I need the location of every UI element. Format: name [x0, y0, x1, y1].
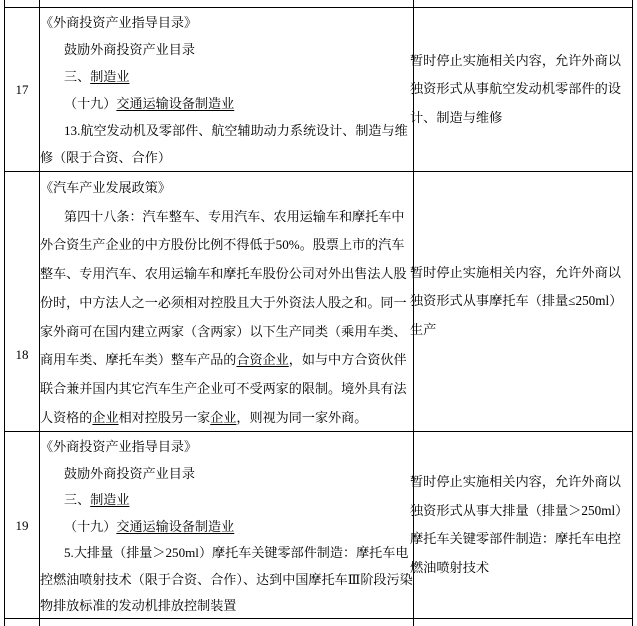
- text-segment: 三、: [64, 492, 91, 507]
- underlined-term: 企业: [210, 409, 237, 425]
- row-number: 18: [15, 347, 29, 362]
- underlined-term: 合资企业: [236, 352, 289, 368]
- remark-cell: [414, 619, 632, 626]
- remark-cell: [410, 8, 632, 171]
- text-segment: 三、: [64, 68, 91, 84]
- remark-cell: [414, 0, 632, 7]
- row-number-cell: [5, 432, 40, 618]
- table-row-19: [5, 432, 632, 619]
- policy-paragraph: [40, 10, 413, 37]
- policy-paragraph: [40, 174, 413, 203]
- text-segment: ，如与中方合资伙伴联合兼并国内其它汽车生产企业可不受两家的限制。境外具有法人资格的: [40, 352, 407, 425]
- remark-text: 暂时停止实施相关内容，允许外商以独资形式从事大排量（排量＞250ml）摩托车关键零部件制造：摩托车电控燃油喷射技术: [410, 474, 629, 575]
- partial-row-bottom: [5, 619, 632, 626]
- row-number: 17: [15, 82, 29, 97]
- text-segment: 13.航空发动机及零部件、航空辅助动力系统设计、制造与维修（限于合资、合作）: [40, 122, 408, 165]
- text-segment: ，则视为同一家外商。: [236, 409, 368, 425]
- text-segment: 相对控股另一家: [118, 409, 211, 425]
- row-number-cell: [5, 8, 40, 171]
- text-segment: 《汽车产业发展政策》: [40, 180, 171, 195]
- policy-paragraph: [40, 514, 413, 541]
- policy-paragraph: [40, 91, 413, 118]
- underlined-term: 制造业: [90, 492, 130, 507]
- underlined-term: 制造业: [90, 68, 130, 84]
- policy-paragraph: [40, 434, 413, 461]
- policy-paragraph: [40, 37, 413, 64]
- text-segment: （十九）: [64, 518, 117, 534]
- policy-paragraph: [40, 487, 413, 514]
- policy-paragraph: [40, 118, 413, 171]
- row-number-cell: [5, 0, 40, 7]
- policy-text-cell: [40, 172, 414, 431]
- policy-paragraph: [40, 203, 413, 431]
- row-number: 19: [15, 517, 29, 533]
- text-segment: 鼓励外商投资产业目录: [64, 41, 195, 57]
- remark-cell: [410, 432, 632, 618]
- text-segment: 《外商投资产业指导目录》: [40, 439, 198, 454]
- text-segment: 5.大排量（排量＞250ml）摩托车关键零部件制造：摩托车电控燃油喷射技术（限于合资、合作）、达到中国摩托车Ⅲ阶段污染物排放标准的发动机排放控制装置: [40, 545, 413, 613]
- policy-paragraph: [40, 461, 413, 488]
- remark-cell: [410, 172, 632, 431]
- policy-paragraph: [40, 64, 413, 91]
- table-row-18: [5, 172, 632, 432]
- policy-text-cell: [40, 619, 414, 626]
- text-segment: 《外商投资产业指导目录》: [40, 15, 198, 30]
- policy-text-cell: [40, 8, 414, 171]
- underlined-term: 交通运输设备制造业: [116, 95, 235, 111]
- policy-paragraph: [40, 540, 413, 618]
- document-table: [4, 0, 633, 626]
- table-row-17: [5, 8, 632, 172]
- underlined-term: 交通运输设备制造业: [116, 518, 235, 534]
- remark-text: 暂时停止实施相关内容，允许外商以独资形式从事摩托车（排量≤250ml）生产: [410, 264, 623, 337]
- remark-text: 暂时停止实施相关内容，允许外商以独资形式从事航空发动机零部件的设计、制造与维修: [410, 52, 621, 125]
- text-segment: （十九）: [64, 95, 117, 111]
- policy-text-cell: [40, 432, 414, 618]
- text-segment: 鼓励外商投资产业目录: [64, 465, 195, 481]
- row-number-cell: [5, 172, 40, 431]
- text-segment: 第四十八条：汽车整车、专用汽车、农用运输车和摩托车中外合资生产企业的中方股份比例不得低于50%。股票上市的汽车整车、专用汽车、农用运输车和摩托车股份公司对外出售法人股份时，中方法人之一必须相对控股且大于外资法人股之和。同一家外商可在国内建立两家（含两家）以下生产同类（乘用车类、商用车类、摩托车类）整车产品的: [40, 208, 407, 368]
- partial-row-top: [5, 0, 632, 8]
- row-number-cell: [5, 619, 40, 626]
- policy-text-cell: [40, 0, 414, 7]
- underlined-term: 企业: [92, 409, 119, 425]
